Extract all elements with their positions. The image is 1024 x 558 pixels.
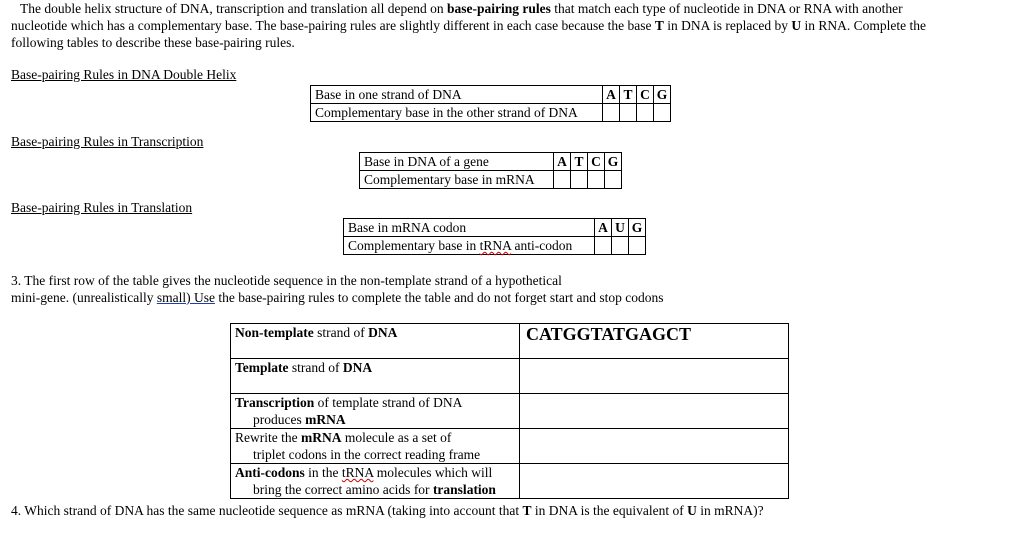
answer-cell[interactable] xyxy=(571,171,588,189)
q4-line xyxy=(11,502,764,519)
q3-line-1: 3. The first row of the table gives the nucleotide sequence in the non-template strand of a hypothetical xyxy=(11,273,562,288)
base-cell: U xyxy=(612,219,629,237)
intro-line-1 xyxy=(20,0,903,17)
label-bold: mRNA xyxy=(300,430,342,445)
row-label: Complementary base in mRNA xyxy=(360,171,554,189)
section-heading-translation: Base-pairing Rules in Translation xyxy=(11,200,193,215)
row-label: Base in one strand of DNA xyxy=(311,86,603,104)
q3-line-2 xyxy=(11,289,663,306)
label-text: Rewrite the xyxy=(235,430,301,445)
label-text: in the xyxy=(304,465,342,480)
intro-base-u: U xyxy=(791,18,802,33)
answer-cell[interactable] xyxy=(637,104,654,122)
section-heading-transcription: Base-pairing Rules in Transcription xyxy=(11,134,204,149)
q4-base-u: U xyxy=(687,503,697,518)
intro-base-t: T xyxy=(654,18,664,33)
section-heading-dna-helix: Base-pairing Rules in DNA Double Helix xyxy=(11,67,237,82)
sequence-cell: CATGGTATGAGCT xyxy=(520,324,789,359)
intro-text: in RNA. Complete the xyxy=(801,18,926,33)
answer-cell[interactable] xyxy=(629,237,646,255)
intro-line-2 xyxy=(11,17,926,34)
row-label-codons xyxy=(231,429,520,464)
row-label-anticodons xyxy=(231,464,520,499)
base-cell: C xyxy=(637,86,654,104)
answer-cell[interactable] xyxy=(588,171,605,189)
base-cell: A xyxy=(595,219,612,237)
label-text: Complementary base in xyxy=(348,238,480,253)
answer-cell[interactable] xyxy=(612,237,629,255)
row-label-transcription xyxy=(231,394,520,429)
label-bold: translation xyxy=(432,482,496,497)
base-cell: A xyxy=(554,153,571,171)
label-text: strand of xyxy=(288,360,343,375)
label-bold: DNA xyxy=(342,360,373,375)
label-bold: Anti-codons xyxy=(235,465,305,480)
label-bold: mRNA xyxy=(305,412,346,427)
row-label: Base in DNA of a gene xyxy=(360,153,554,171)
intro-text: in DNA is replaced by xyxy=(663,18,792,33)
base-cell: T xyxy=(571,153,588,171)
answer-cell[interactable] xyxy=(654,104,671,122)
answer-cell[interactable] xyxy=(605,171,622,189)
base-cell: G xyxy=(605,153,622,171)
intro-text: that match each type of nucleotide in DNA or RNA with another xyxy=(550,1,903,16)
label-bold: DNA xyxy=(368,325,398,340)
row-label: Complementary base in the other strand of DNA xyxy=(311,104,603,122)
intro-line-3: following tables to describe these base-pairing rules. xyxy=(11,35,295,50)
q3-text: the base-pairing rules to complete the table and do not forget start and stop codons xyxy=(214,290,664,305)
q4-base-t: T xyxy=(522,503,532,518)
label-bold: Template xyxy=(235,360,289,375)
q4-text: in mRNA)? xyxy=(696,503,764,518)
row-label-non-template xyxy=(231,324,520,359)
q4-text: in DNA is the equivalent of xyxy=(531,503,688,518)
trna-term: tRNA xyxy=(479,238,512,253)
label-text: anti-codon xyxy=(511,238,573,253)
label-text: produces xyxy=(253,412,306,427)
base-cell: C xyxy=(588,153,605,171)
q3-underlined: small) Use xyxy=(156,290,215,305)
row-label xyxy=(344,237,595,255)
label-text: bring the correct amino acids for xyxy=(253,482,433,497)
base-cell: G xyxy=(654,86,671,104)
row-label-template xyxy=(231,359,520,394)
intro-text: The double helix structure of DNA, transcription and translation all depend on xyxy=(20,1,448,16)
row-label: Base in mRNA codon xyxy=(344,219,595,237)
answer-cell-template[interactable] xyxy=(520,359,789,394)
table-translation xyxy=(343,218,646,255)
answer-cell[interactable] xyxy=(595,237,612,255)
label-text: molecule as a set of xyxy=(341,430,452,445)
trna-term: tRNA xyxy=(341,465,374,480)
intro-bold-term: base-pairing rules xyxy=(447,1,551,16)
q3-text: mini-gene. (unrealistically xyxy=(11,290,157,305)
base-cell: G xyxy=(629,219,646,237)
answer-cell[interactable] xyxy=(554,171,571,189)
answer-cell[interactable] xyxy=(603,104,620,122)
table-dna-helix xyxy=(310,85,671,122)
answer-cell-mrna[interactable] xyxy=(520,394,789,429)
label-bold: Non-template xyxy=(235,325,314,340)
answer-cell-anticodons[interactable] xyxy=(520,464,789,499)
q4-text: 4. Which strand of DNA has the same nucleotide sequence as mRNA (taking into account that xyxy=(11,503,523,518)
table-mini-gene xyxy=(230,323,789,499)
answer-cell-codons[interactable] xyxy=(520,429,789,464)
table-transcription xyxy=(359,152,622,189)
label-text: triplet codons in the correct reading frame xyxy=(253,447,481,462)
label-text: of template strand of DNA xyxy=(314,395,463,410)
label-bold: Transcription xyxy=(235,395,315,410)
answer-cell[interactable] xyxy=(620,104,637,122)
intro-text: nucleotide which has a complementary base. The base-pairing rules are slightly different in each case because the base xyxy=(11,18,655,33)
base-cell: A xyxy=(603,86,620,104)
label-text: molecules which will xyxy=(373,465,493,480)
base-cell: T xyxy=(620,86,637,104)
label-text: strand of xyxy=(313,325,369,340)
